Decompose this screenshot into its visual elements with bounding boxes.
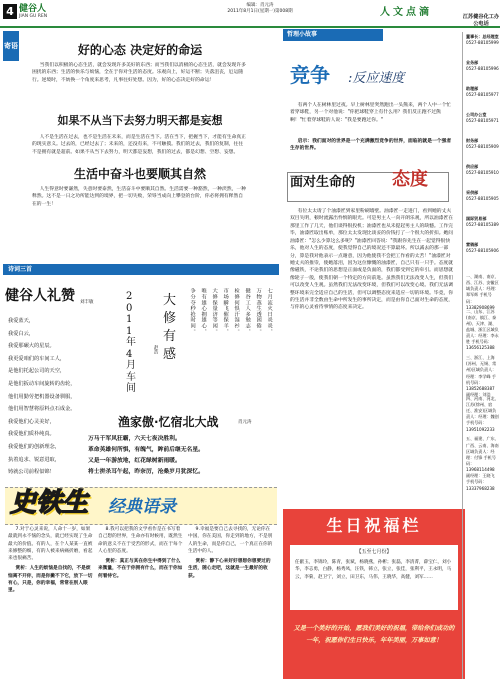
directory-region: 五、福建、广东、广西、云南、海南区域负责人：经理：付锋 手机号码：13968114498 副经理：王晓飞 手机号码：13337968238 [466,436,499,491]
quote-7-appreciation: 赏析：人生的烦恼是自找的，不是烦恼离不开你，而是你撇不下它，放下一切有心，只是，你的幸福，常常在别人眼里。 [8,566,93,594]
editor-line: 编辑：肖元涛 [246,3,274,8]
article3-body: 人生得意时要谦然，失意时要泰然，生活奋斗中要顺其自然。生活需要一种豁然，一种淡然，一种释然。这不是一日之功所能达到的境界，把一切失败，荣辱当成向上攀登的台阶，你必将拥有释然自在的一生！ [32,187,246,207]
directory-entry [466,138,500,150]
page-number: 4 [3,4,17,19]
directory-entry-label: 公司办公室 [466,112,487,117]
header-meta [200,3,320,15]
article3-title: 生活中奋斗也要顺其自然 [73,167,206,181]
directory-entry-label: 营销部 [466,242,479,247]
brand-subtitle: JIAN GU REN [19,14,48,19]
article2-body: 人不是生活在过去，也不是生活在未来，而是生活在当下。活在当下，把握当下，才能有生命真正的现实意义。过去的，已经过去了；未来的，还没有来，不可触摸。我们的过去，我们的复制，往往不是拥有就是超前。如果不从当下去努力，明天都是妄想，我们的过去，都是幻想、空想、妄想。 [32,135,246,155]
birthday-month: 【五至七月份】 [356,549,392,555]
poem1-line: 铸就公司前程似锦！ [8,469,55,476]
story2-title: 面对生命的 [290,175,356,190]
quote-8-appreciation: 赏析：真正与其在你生中得到了什么来衡量，不在于你拥有什么，而在于你如何看待它。 [98,559,183,579]
quote-8: 8.我可以把我的文学看作是在书写着自己想的世界，生命亦有时候用，既然生命的意义不在于受苦的形式，而在于每个人心里的态度。 [98,527,183,554]
quotes-title: 史铁生 [10,488,89,518]
story2-body: 有位太太请了个油漆匠到家里粉刷墙壁。油漆匠一走进门，看到她的丈夫双目失明，顿时流露出怜悯的眼光。可是男主人一向开朗乐观，所以油漆匠在那里工作了几天，他们谈得很投机；油漆匠也从未提起男主人的缺憾。工作完毕，油漆匠取出账单，那位太太发现比谈妥的价钱打了一个很大的折扣。她问油漆匠："怎么少算这么多呢？"油漆匠回答说："我跟你先生在一起觉得很快乐，他对人生的态度，使我觉得自己的境况还不算最坏。所以减去的那一部分，算是我对他表示一点谢意，因为他使我不会把工作看的太苦！"油漆匠对她丈夫的推崇，使她落泪，因为这位慷慨的油漆匠，自己只有一只手。态度就像磁铁，不论我们的思想是正面或是负面的，我们都受到它的牵引。而思想就像轮子一般，使我们朝一个特定的方向前进。虽然我们无法改变人生，但我们可以改变人生观。虽然我们无法改变环境，但我们可以改变心境。我们无法调整环境来完全适应自己的生活，但可以调整态度来适应一切的环境。毕竟，你的生活并非全数由生命中所发生的事所决定，而是由你自己面对生命的态度，与你的心灵看待事情的态度来决定。 [290,209,454,311]
poem2-subtitle-char: 车 [126,371,136,383]
quote-7: 7.对于心灵来说，人命十一岁，如果最就到永不恼的念头，就已经实现了生命最大的价值。有的人，在个人某某一直被来修整的细，有的人被来病痛折磨，看起来也很痛苦。 [8,527,93,562]
directory-entry-label: 助理部 [466,86,479,91]
poem1-line: 我爱他们的创新理念， [8,444,60,450]
poem2-line: 市场瞬飞催保羊， [222,288,229,335]
poem2-line: 万物蒸生透困倦。 [255,288,262,335]
story1-subtitle: :反应速度 [348,71,405,86]
poem3-line: 万马千军风狂霸，六天七夜决胜利。 [88,436,181,442]
poem1-line: 我爱蓝天， [8,318,34,324]
poem3-author: 肖元涛 [238,420,252,425]
article2-title: 如果不从当下去努力明天都是妄想 [57,114,223,127]
directory-entry-phone: 0527-88105389 [466,222,499,228]
poem2-author: 赵浩 [153,345,159,354]
rail-label: 寄语 [3,31,19,61]
poem1-line: 是他们扳动车间旋转的齿轮， [8,381,76,387]
birthday-names: 任献玉，李锦玲，陈青，张斌，杨晓燕，孙彬；张磊，李清菁，薛宝仁，刘小华，李志勇，白静，杨秀凤，汪铁，韩立，张立，张佳，张利平，王永明，马云，李菊，赵卫宁，刘立，田卫东，马伟，王晓华，高健，刘军…… [295,560,452,580]
directory-entry-phone: 0527-88105971 [466,118,499,124]
directory-entry [466,34,500,46]
poem2-subtitle-char: 0 [126,302,133,314]
poem2-subtitle-char: 1 [126,314,133,325]
story1-moral: 启示：我们面对的世界是一个充满激烈竞争的世界，面临的就是一个强者生存的世界。 [290,139,452,152]
date-line: 2011年8月1日(星期一)第008期 [227,9,293,15]
brand-title: 健谷人 [19,4,47,14]
poem1-line: 我更爱咱们的车间工人， [8,355,66,362]
poem2-line: 唯有雄心拥雄心， [200,288,207,335]
poem1-line: 他们用勤劳把机器设备驯服， [8,393,76,400]
poem3-line: 革命英雄何所惧，有魄气，眸前后继无名星。 [88,447,204,453]
article1-title: 好的心态 决定好的命运 [77,43,203,57]
directory-entry-phone: 0527-88105996 [466,66,499,72]
directory-entry-phone: 0527-88105910 [466,170,499,176]
story-section-label: 哲理小故事 [283,29,383,41]
story2-title-highlight: 态度 [392,169,428,190]
quotes-col2 [98,526,183,580]
article1-body: 当我们以积极的心态生活，就会发现许多美好的东西；而当我们以消极的心态生活，就会发现许多困扰的东西；生活的快乐与烦恼，全在于你对生活的态度。乐观向上，好运不断；失落沮丧，厄运随行。逆境时，不妨换一个角度来思考，凡事往好处想。因为，好的心态决定好的命运！ [32,63,246,83]
poem2-title-char: 修 [163,311,177,326]
poem3-line: 将士拼杀耳午起，昨奈厉，沧桑岁月犹深忆。 [88,469,204,475]
poem1-line: 他们用智慧将原料点石成金。 [8,406,76,413]
directory-entry-phone: 0527-88105977 [466,92,499,98]
poem1-author: 刘丰敏 [80,300,94,305]
poem1-line: 我爱他们心灵美好， [8,418,55,425]
poem1-line: 我爱他们质朴纯真。 [8,431,55,438]
poem2-title-char: 大 [163,293,177,308]
poem2-subtitle-char: 间 [126,383,136,394]
poem2-line: 健谷工人多勉志， [244,288,251,335]
directory-entry-phone: 0527-88105909 [466,144,499,150]
poem1-line: 执着追求、锐意进取， [8,456,60,463]
poem2-line: 检修何惧汗湿衫。 [233,288,240,335]
quotes-col1 [8,526,93,595]
directory-entry-label: 供应部 [466,164,479,169]
directory-entry [466,164,500,176]
quotes-col3 [188,526,273,580]
directory-region: 三、浙江、上海 (苏州、无锡、常州)区域负责人：经理：李学峰 手机号码：13852688387 副经理：刘浩 [466,355,497,398]
directory-entry-label: 国际贸易部 [466,216,487,221]
poem3-line: 又是一年游放地，红花绿树新雨暖。 [88,458,181,464]
poem1-line: 我爱那碾大的星辰。 [8,343,55,350]
directory-entry-phone: 0527-88105905 [466,196,499,202]
directory-entry-phone: 0527-88105906 [466,248,499,254]
directory-entry [466,112,500,124]
directory-region: 一、湖南、南京、西、江苏、安徽区域负责人：经理：郑军辉 手机号码：13382908699 [466,274,499,310]
directory-entry [466,242,500,254]
birthday-title: 生日祝福栏 [326,516,422,535]
section-title: 人文点滴 [380,7,432,18]
poem2-title-char: 感 [163,347,177,362]
poem2-subtitle-char: 4 [126,348,133,360]
poem2-subtitle-char: 月 [126,360,136,371]
directory-entry [466,190,500,202]
poem1-line: 我爱白云， [8,330,34,337]
poem2-title-char: 有 [163,329,177,344]
directory-region: 四、河南、河北、江苏(徐州、宿迁、淮安)区域负责人：经理：魏创 手机号码：13951092233 [466,395,499,432]
directory-heading: 江苏健谷化工办公电话 [462,14,500,28]
directory-entry-phone: 0527-88105999 [466,40,499,46]
poem3-title: 渔家傲·忆宿北大战 [118,415,219,429]
poems-section-label: 诗词三首 [3,264,279,275]
story1-body: 有两个人在树林里过夜。早上树林里突然跑出一头熊来，两个人中一个忙着穿球鞋，另一个对他说："你把球鞋穿上有什么用？我们反正跑不过熊啊！"忙着穿球鞋的人说："我是要跑过你。" [290,103,452,123]
birthday-wish: 又是一个美好的开始，愿我们美好的祝福，带给你们成功的一年，祝愿你们生日快乐，年年美丽，万事如意！ [293,625,455,644]
directory-entry [466,216,500,228]
poem2-subtitle-char: 2 [126,291,133,302]
poem2-line: 争分夺秒抢时间。 [189,288,196,335]
poem2-line: 七月流火日炎炎， [266,288,273,335]
poem2-subtitle-char: 年 [126,337,136,348]
quote-9: 9.幸福是要自己去寻找的，无论你在中国，你在美国，你走到的地方，不是别人的生命，而是你自己，一个真正在你的生活中的人。 [188,527,273,554]
directory-entry-label: 采供部 [466,190,479,195]
poem1-title: 健谷人礼赞 [5,288,75,304]
quotes-subtitle: 经典语录 [108,497,176,517]
quote-9-appreciation: 赏析：静下心来好好想想你想要过的生活，随心走吧，这就是一生最好的收获。 [188,559,271,579]
directory-entry-label: 业务部 [466,60,479,65]
poem2-subtitle-char: 1 [126,325,133,337]
directory-region: 二、山东、江苏(南京、镇江、泰州)、天津、湖、盐城、浙江区域负责人：经理：李永胜 手机号码：13656125388 [466,308,499,351]
directory-entry-label: 财务部 [466,138,479,143]
directory-entry [466,60,500,72]
poem2-line: 大修保量济等闲。 [211,288,218,335]
directory-entry [466,86,500,98]
poem1-line: 是他们托起公司的天空， [8,368,66,375]
story1-title: 竞争 [290,63,330,87]
directory-entry-label: 董事长：总经理室 [466,34,499,39]
